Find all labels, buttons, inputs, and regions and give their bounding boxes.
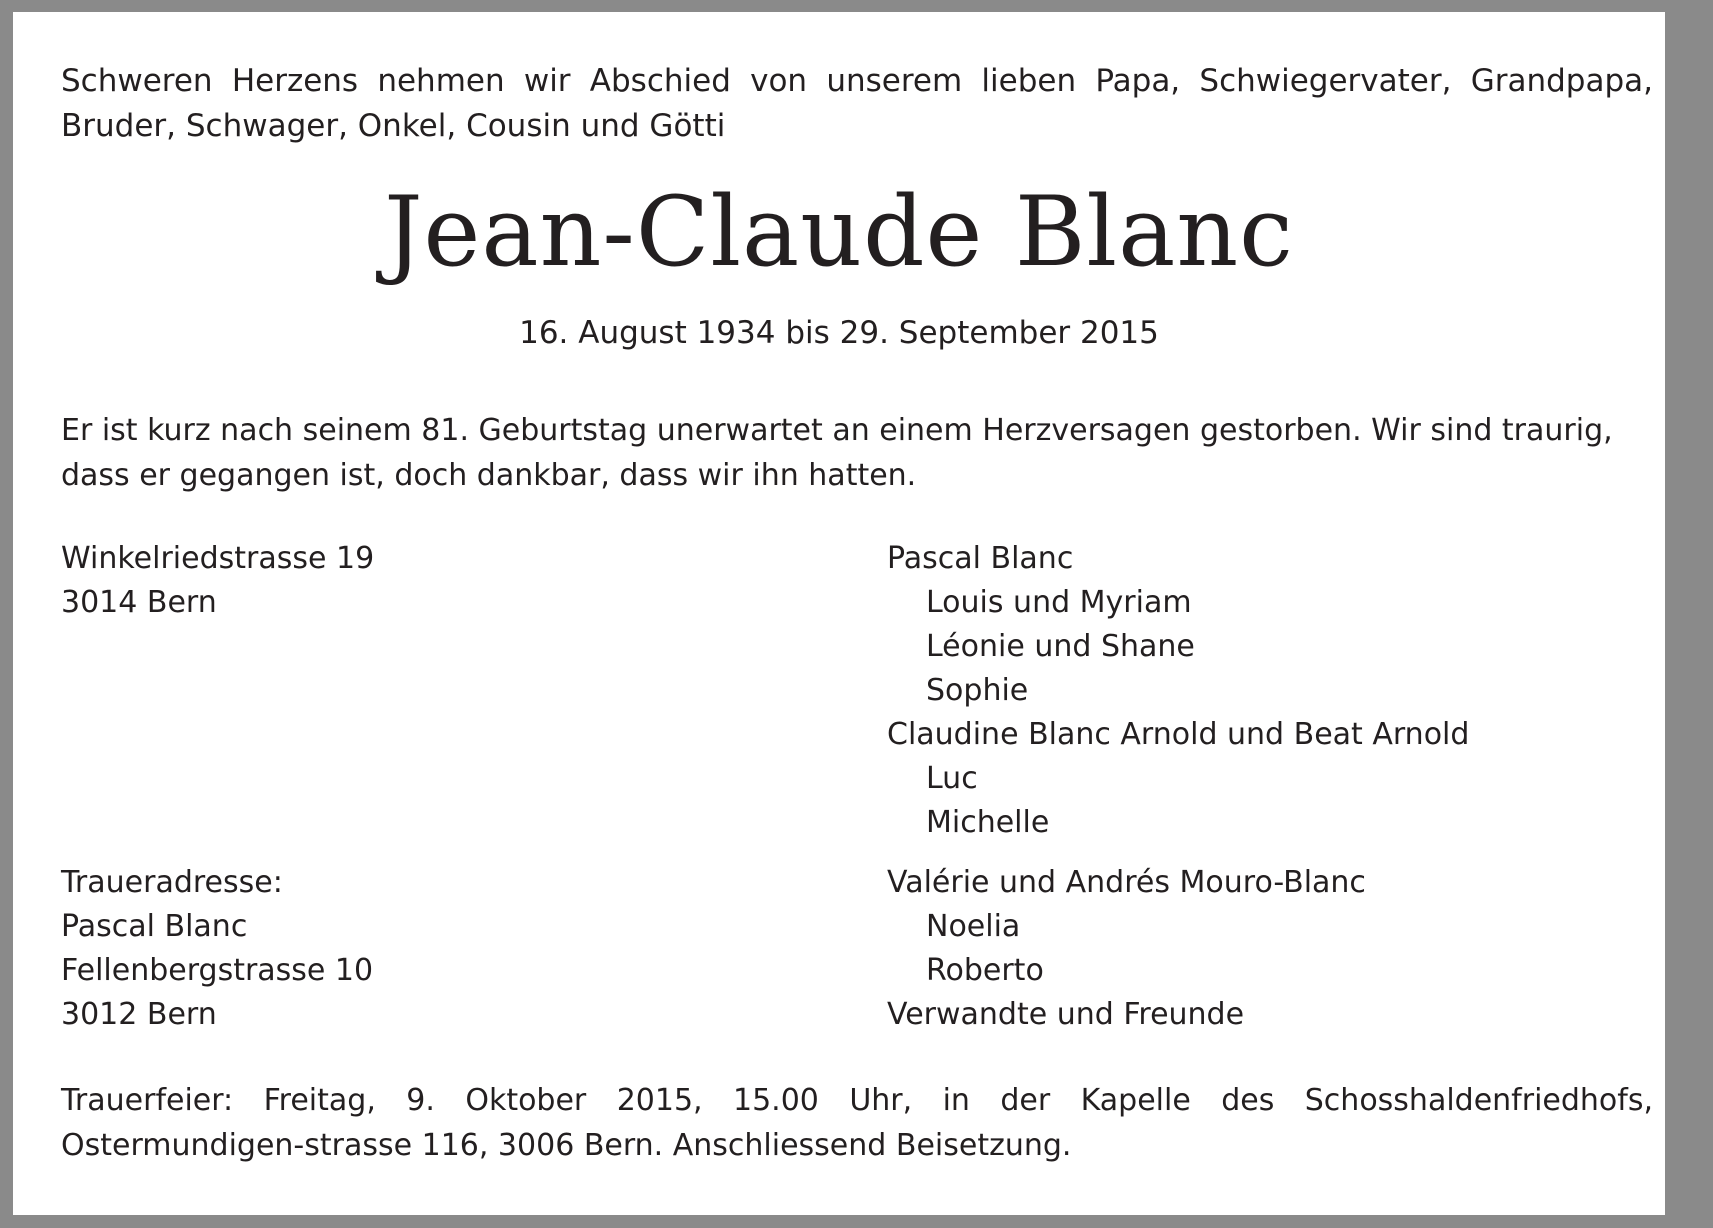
mourner-name: Claudine Blanc Arnold und Beat Arnold bbox=[887, 717, 1470, 752]
mourning-address-street: Fellenbergstrasse 10 bbox=[61, 953, 374, 988]
mourner-name: Michelle bbox=[926, 805, 1050, 840]
mourner-name: Sophie bbox=[926, 673, 1029, 708]
mourner-name: Roberto bbox=[926, 953, 1044, 988]
mourning-address-city: 3012 Bern bbox=[61, 997, 217, 1032]
mourner-name: Luc bbox=[926, 761, 978, 796]
mourner-name: Noelia bbox=[926, 909, 1021, 944]
intro-text: Schweren Herzens nehmen wir Abschied von unserem lieben Papa, Schwiegervater, Grandpapa, Bruder, Schwager, Onkel, Cousin und Götti bbox=[61, 63, 1653, 144]
mourning-address-name: Pascal Blanc bbox=[61, 909, 248, 944]
obituary-card bbox=[13, 12, 1665, 1215]
funeral-service-text: Trauerfeier: Freitag, 9. Oktober 2015, 15.00 Uhr, in der Kapelle des Schosshaldenfriedhofs, Ostermundigen-strasse 116, 3006 Bern. Anschliessend Beisetzung. bbox=[61, 1083, 1653, 1163]
mourner-name: Verwandte und Freunde bbox=[887, 997, 1245, 1032]
home-address-city: 3014 Bern bbox=[61, 585, 217, 620]
mourner-name: Pascal Blanc bbox=[887, 541, 1074, 576]
mourner-name: Louis und Myriam bbox=[926, 585, 1192, 620]
home-address-street: Winkelriedstrasse 19 bbox=[61, 541, 375, 576]
mourner-name: Valérie und Andrés Mouro-Blanc bbox=[887, 865, 1366, 900]
message-text: Er ist kurz nach seinem 81. Geburtstag unerwartet an einem Herzversagen gestorben. Wir sind traurig, dass er gegangen ist, doch dankbar, dass wir ihn hatten. bbox=[61, 413, 1613, 493]
mourner-name: Léonie und Shane bbox=[926, 629, 1195, 664]
life-dates: 16. August 1934 bis 29. September 2015 bbox=[519, 315, 1159, 351]
mourning-address-label: Traueradresse: bbox=[61, 865, 283, 900]
deceased-name: Jean-Claude Blanc bbox=[384, 176, 1294, 288]
